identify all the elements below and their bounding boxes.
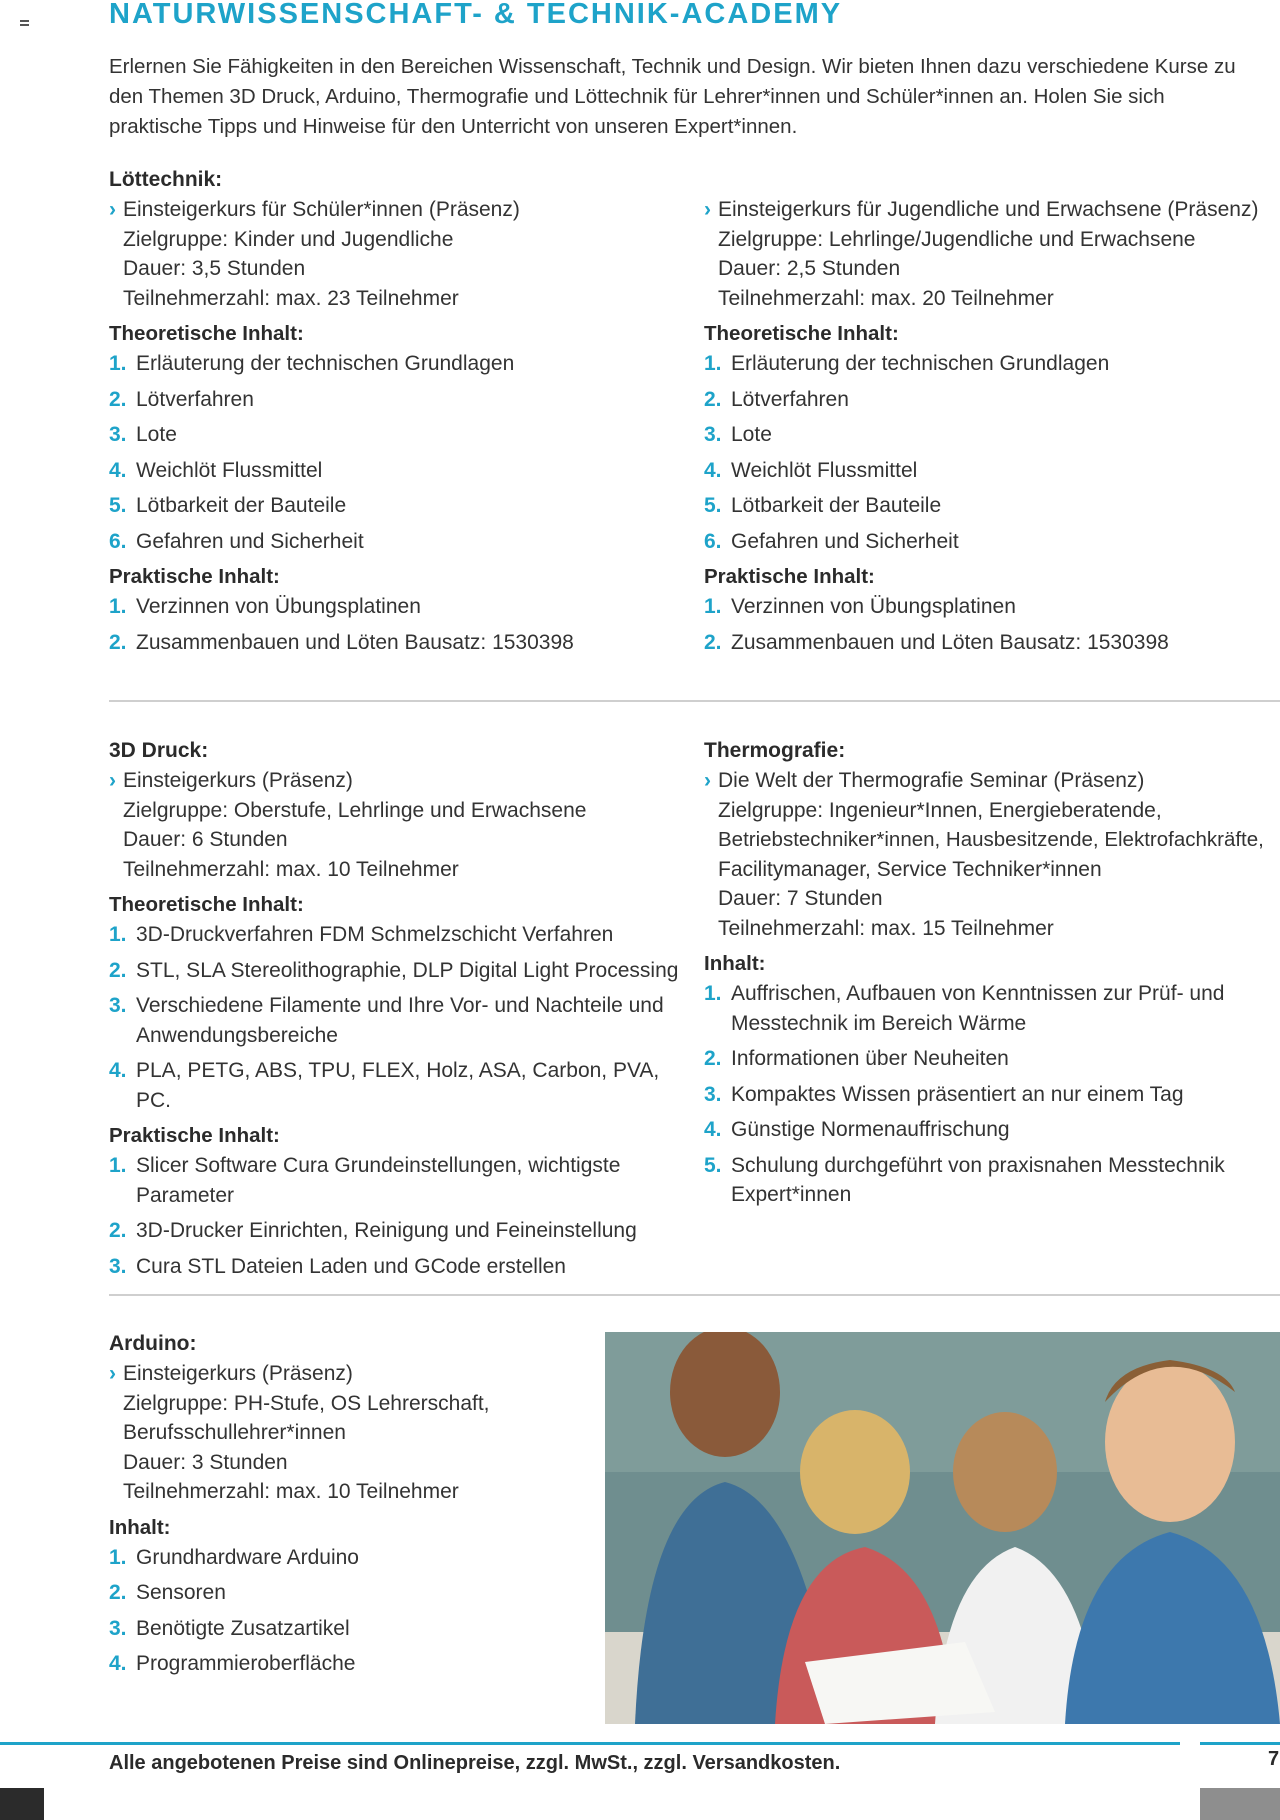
course-block — [704, 195, 1280, 313]
course-block — [109, 1359, 589, 1507]
footer-note: Alle angebotenen Preise sind Onlinepreise, zzgl. MwSt., zzgl. Versandkosten. — [109, 1752, 841, 1774]
list-item: 3. Kompaktes Wissen präsentiert an nur einem Tag — [704, 1082, 1184, 1106]
page-title: NATURWISSENSCHAFT- & TECHNIK-ACADEMY — [109, 0, 843, 30]
list-item: 5. Lötbarkeit der Bauteile — [704, 494, 942, 517]
course-detail: Teilnehmerzahl: max. 10 Teilnehmer — [123, 857, 459, 881]
course-title: Die Welt der Thermografie Seminar (Präsenz) — [718, 769, 1145, 792]
footer-rule — [0, 1742, 1180, 1745]
list-item: 5. Schulung durchgeführt von praxisnahen Messtechnik Expert*innen — [704, 1153, 1225, 1206]
course-title: Einsteigerkurs für Schüler*innen (Präsenz) — [123, 198, 520, 221]
course-detail: Dauer: 6 Stunden — [123, 828, 288, 851]
intro-text: Erlernen Sie Fähigkeiten in den Bereichen Wissenschaft, Technik und Design. Wir bieten Ihnen dazu verschiedene Kurse zu den Themen 3D Druck, Arduino, Thermografie und Löttechnik für Lehrer*innen und Schüler*innen an. Holen Sie sich praktische Tipps und Hinweise für den Unterricht von unseren Expert*innen. — [109, 55, 1236, 138]
corner-block-left — [0, 1788, 44, 1820]
course-detail: Dauer: 3 Stunden — [123, 1450, 288, 1474]
section-divider — [109, 700, 1280, 702]
arduino-section — [109, 1329, 589, 1685]
theory-list — [704, 349, 1280, 556]
list-item: 1. Erläuterung der technischen Grundlagen — [109, 352, 515, 375]
list-item: 2. Sensoren — [109, 1581, 226, 1604]
section-title-loettechnik: Löttechnik: — [109, 168, 223, 191]
students-illustration — [605, 1332, 1280, 1724]
content-list — [109, 1543, 589, 1679]
course-detail: Dauer: 2,5 Stunden — [718, 257, 901, 280]
content-heading: Inhalt: — [109, 1515, 171, 1539]
list-item: 1. Slicer Software Cura Grundeinstellungen, wichtigste Parameter — [109, 1154, 621, 1207]
theory-heading: Theoretische Inhalt: — [704, 322, 899, 345]
course-detail: Betriebstechniker*innen, Hausbesitzende, Elektrofachkräfte, — [718, 828, 1264, 851]
list-item: 3. Lote — [109, 423, 177, 446]
section-title-3d-druck: 3D Druck: — [109, 739, 209, 762]
list-item: 1. Erläuterung der technischen Grundlagen — [704, 352, 1110, 375]
druck3d-section — [109, 736, 689, 1287]
list-item: 3. Lote — [704, 423, 772, 446]
course-detail: Teilnehmerzahl: max. 23 Teilnehmer — [123, 286, 459, 310]
chevron-right-icon: › — [704, 198, 711, 221]
course-detail: Zielgruppe: PH-Stufe, OS Lehrerschaft, — [123, 1391, 490, 1415]
theory-list — [109, 920, 689, 1115]
loettechnik-left — [109, 165, 689, 663]
list-item: 5. Lötbarkeit der Bauteile — [109, 494, 347, 517]
course-title: Einsteigerkurs für Jugendliche und Erwachsene (Präsenz) — [718, 198, 1259, 221]
course-detail: Zielgruppe: Kinder und Jugendliche — [123, 227, 454, 251]
section-title-arduino: Arduino: — [109, 1332, 197, 1355]
practice-heading: Praktische Inhalt: — [109, 565, 280, 588]
chevron-right-icon: › — [109, 769, 116, 792]
list-item: 4. PLA, PETG, ABS, TPU, FLEX, Holz, ASA, Carbon, PVA, PC. — [109, 1059, 660, 1112]
list-item: 1. Grundhardware Arduino — [109, 1545, 359, 1569]
menu-icon[interactable] — [20, 20, 29, 28]
course-detail: Berufsschullehrer*innen — [123, 1421, 346, 1444]
chevron-right-icon: › — [704, 769, 711, 792]
course-detail: Facilitymanager, Service Techniker*innen — [718, 857, 1102, 881]
theory-list — [109, 349, 689, 556]
list-item: 2. Lötverfahren — [704, 387, 849, 411]
course-detail: Zielgruppe: Ingenieur*Innen, Energieberatende, — [718, 798, 1162, 822]
section-divider — [109, 1294, 1280, 1296]
course-detail: Teilnehmerzahl: max. 15 Teilnehmer — [718, 916, 1054, 940]
list-item: 2. 3D-Drucker Einrichten, Reinigung und Feineinstellung — [109, 1219, 637, 1242]
list-item: 4. Günstige Normenauffrischung — [704, 1118, 1010, 1141]
course-detail: Zielgruppe: Oberstufe, Lehrlinge und Erwachsene — [123, 798, 587, 822]
list-item: 1. Verzinnen von Übungsplatinen — [109, 595, 421, 618]
list-item: 2. Lötverfahren — [109, 387, 254, 411]
list-item: 3. Cura STL Dateien Laden und GCode erstellen — [109, 1254, 566, 1278]
course-detail: Teilnehmerzahl: max. 10 Teilnehmer — [123, 1480, 459, 1503]
course-block — [109, 195, 689, 313]
list-item: 2. STL, SLA Stereolithographie, DLP Digital Light Processing — [109, 958, 679, 982]
course-title: Einsteigerkurs (Präsenz) — [123, 1362, 353, 1385]
list-item: 3. Benötigte Zusatzartikel — [109, 1616, 350, 1640]
list-item: 6. Gefahren und Sicherheit — [109, 529, 364, 553]
practice-list — [109, 1151, 689, 1281]
list-item: 3. Verschiedene Filamente und Ihre Vor- und Nachteile und Anwendungsbereiche — [109, 994, 664, 1047]
list-item: 4. Weichlöt Flussmittel — [704, 458, 918, 482]
footer-rule-right — [1200, 1742, 1280, 1745]
practice-list — [109, 592, 689, 657]
list-item: 6. Gefahren und Sicherheit — [704, 529, 959, 553]
course-block — [704, 766, 1280, 943]
list-item: 1. Verzinnen von Übungsplatinen — [704, 595, 1016, 618]
thermografie-section — [704, 736, 1280, 1216]
course-detail: Dauer: 3,5 Stunden — [123, 257, 306, 280]
course-title: Einsteigerkurs (Präsenz) — [123, 769, 353, 792]
practice-list — [704, 592, 1280, 657]
loettechnik-right — [704, 195, 1280, 663]
list-item: 2. Informationen über Neuheiten — [704, 1047, 1009, 1070]
section-title-thermografie: Thermografie: — [704, 739, 846, 762]
list-item: 4. Programmieroberfläche — [109, 1652, 356, 1675]
corner-block-right — [1200, 1788, 1280, 1820]
practice-heading: Praktische Inhalt: — [109, 1124, 280, 1147]
course-detail: Teilnehmerzahl: max. 20 Teilnehmer — [718, 286, 1054, 310]
course-block — [109, 766, 689, 884]
course-detail: Dauer: 7 Stunden — [718, 887, 883, 910]
list-item: 2. Zusammenbauen und Löten Bausatz: 1530398 — [109, 630, 574, 654]
course-detail: Zielgruppe: Lehrlinge/Jugendliche und Erwachsene — [718, 227, 1196, 251]
content-list — [704, 979, 1280, 1210]
students-photo — [605, 1332, 1280, 1724]
chevron-right-icon: › — [109, 1362, 116, 1385]
chevron-right-icon: › — [109, 198, 116, 221]
list-item: 1. Auffrischen, Aufbauen von Kenntnissen zur Prüf- und Messtechnik im Bereich Wärme — [704, 982, 1225, 1035]
list-item: 4. Weichlöt Flussmittel — [109, 458, 323, 482]
theory-heading: Theoretische Inhalt: — [109, 322, 304, 345]
list-item: 1. 3D-Druckverfahren FDM Schmelzschicht Verfahren — [109, 923, 614, 946]
list-item: 2. Zusammenbauen und Löten Bausatz: 1530398 — [704, 630, 1169, 654]
page-number: 7 — [1268, 1748, 1280, 1770]
practice-heading: Praktische Inhalt: — [704, 565, 875, 588]
theory-heading: Theoretische Inhalt: — [109, 893, 304, 916]
content-heading: Inhalt: — [704, 952, 766, 975]
